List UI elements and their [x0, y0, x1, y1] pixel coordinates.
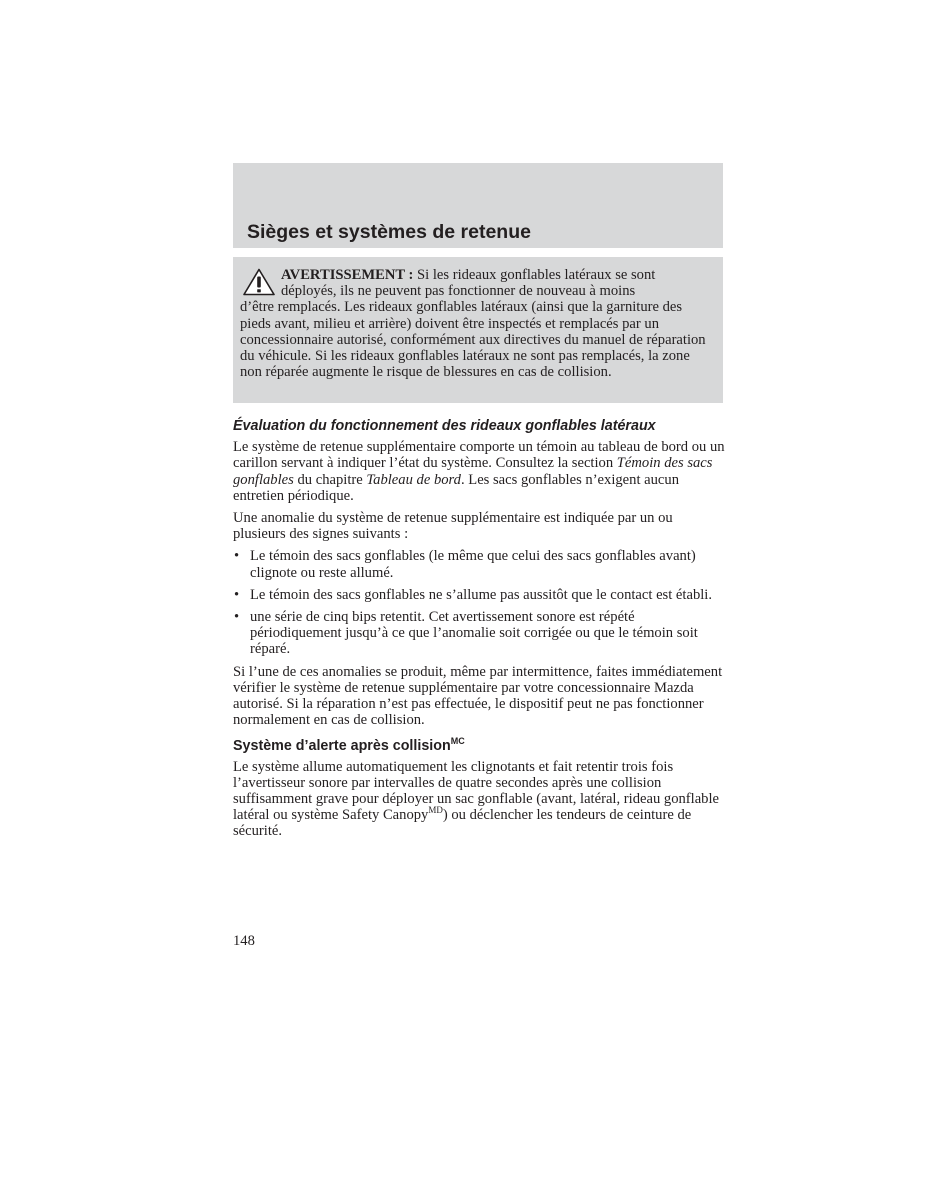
section-heading-post-crash-alert	[233, 735, 725, 755]
para-text: . Les sacs gonflables n’exigent aucun entretien périodique.	[233, 471, 680, 504]
paragraph-dealer-check: Si l’une de ces anomalies se produit, même par intermittence, faites immédiatement vérifier le système de retenue supplémentaire par votre concessionnaire Mazda autorisé. Si la réparation n’est pas effectuée, le dispositif peut ne pas fonctionner normalement en cas de collision.	[233, 663, 723, 729]
bullet-icon: •	[234, 609, 240, 626]
paragraph-malfunction-intro: Une anomalie du système de retenue supplémentaire est indiquée par un ou plusieurs des signes suivants :	[233, 510, 673, 543]
list-item-text: Le témoin des sacs gonflables ne s’allume pas aussitôt que le contact est établi.	[250, 586, 712, 603]
trademark-superscript: MC	[450, 735, 465, 746]
list-item-text: Le témoin des sacs gonflables (le même que celui des sacs gonflables avant) clignote ou reste allumé.	[250, 548, 696, 581]
trademark-superscript: MD	[428, 805, 443, 816]
warning-box	[233, 257, 723, 403]
cross-reference-instrument-cluster: Tableau de bord	[366, 471, 461, 488]
list-item	[233, 548, 725, 580]
section-header-band	[233, 163, 723, 248]
para-text: du chapitre	[297, 471, 363, 488]
para-text: Le système de retenue supplémentaire comporte un témoin au tableau de bord ou un carillon servant à indiquer l’état du système. Consultez la section	[233, 439, 725, 472]
page-content	[233, 418, 725, 846]
page-number: 148	[233, 933, 255, 949]
list-item	[233, 587, 725, 603]
warning-line1: Si les rideaux gonflables latéraux se sont	[417, 267, 656, 283]
section-heading-evaluation: Évaluation du fonctionnement des rideaux gonflables latéraux	[233, 418, 656, 434]
bullet-icon: •	[234, 586, 240, 603]
paragraph-post-crash-alert	[233, 759, 725, 840]
malfunction-signs-list	[233, 548, 725, 657]
para-text: ) ou déclencher les tendeurs de ceinture de sécurité.	[233, 807, 692, 840]
list-item	[233, 609, 725, 658]
paragraph-system-overview	[233, 439, 725, 504]
warning-body: d’être remplacés. Les rideaux gonflables latéraux (ainsi que la garniture des pieds avant, milieu et arrière) doivent être inspectés et remplacés par un concessionnaire autorisé, conformément aux directives du manuel de réparation du véhicule. Si les rideaux gonflables latéraux ne sont pas remplacés, la zone non réparée augmente le risque de blessures en cas de collision.	[240, 299, 706, 381]
list-item-text: une série de cinq bips retentit. Cet avertissement sonore est répété périodiquement jusqu’à ce que l’anomalie soit corrigée ou que le témoin soit réparé.	[250, 609, 698, 658]
section-title: Sièges et systèmes de retenue	[247, 221, 531, 243]
warning-line2: déployés, ils ne peuvent pas fonctionner de nouveau à moins	[281, 283, 636, 300]
cross-reference-airbag-light: Témoin des sacs gonflables	[233, 455, 713, 488]
warning-triangle-icon	[243, 268, 275, 296]
heading-text: Système d’alerte après collision	[233, 738, 451, 755]
bullet-icon: •	[234, 548, 240, 565]
warning-label: AVERTISSEMENT :	[281, 267, 414, 283]
para-text: Le système allume automatiquement les clignotants et fait retentir trois fois l’avertisseur sonore par intervalles de quatre secondes après une collision suffisamment grave pour déployer un sac gonflable (avant, latéral, rideau gonflable latéral ou système Safety Canopy	[233, 758, 720, 824]
warning-text	[240, 267, 715, 380]
